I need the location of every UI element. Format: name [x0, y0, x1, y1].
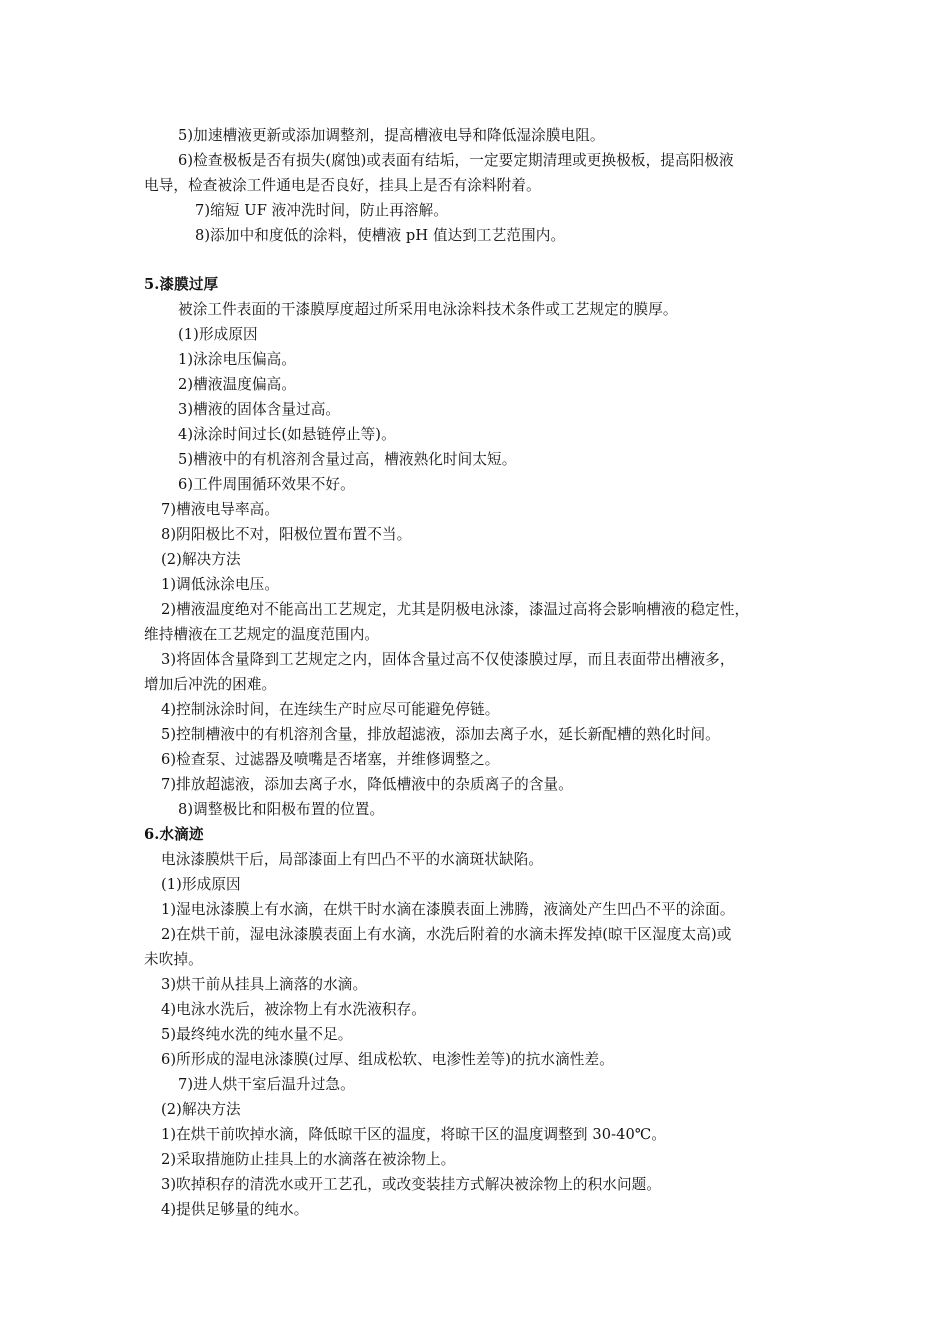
section5-cause-2: 2)槽液温度偏高。	[178, 376, 297, 393]
section5-cause-3: 3)槽液的固体含量过高。	[178, 401, 341, 418]
section6-cause-1: 1)湿电泳漆膜上有水滴，在烘干时水滴在漆膜表面上沸腾，液滴处产生凹凸不平的涂面。	[161, 901, 735, 918]
section6-solution-2: 2)采取措施防止挂具上的水滴落在被涂物上。	[161, 1151, 456, 1168]
section6-solution-3: 3)吹掉积存的清洗水或开工艺孔，或改变装挂方式解决被涂物上的积水问题。	[161, 1176, 662, 1193]
prev-item-6-cont: 电导，检查被涂工件通电是否良好，挂具上是否有涂料附着。	[144, 177, 541, 194]
section5-intro: 被涂工件表面的干漆膜厚度超过所采用电泳涂料技术条件或工艺规定的膜厚。	[178, 301, 678, 318]
prev-item-6: 6)检查极板是否有损失(腐蚀)或表面有结垢，一定要定期清理或更换极板，提高阳极液	[178, 152, 734, 169]
prev-item-8: 8)添加中和度低的涂料，使槽液 pH 值达到工艺范围内。	[195, 227, 566, 244]
section6-cause-3: 3)烘干前从挂具上滴落的水滴。	[161, 976, 368, 993]
section5-cause-1: 1)泳涂电压偏高。	[178, 351, 297, 368]
section5-solutions-heading: (2)解决方法	[161, 551, 241, 568]
section6-solutions-heading: (2)解决方法	[161, 1101, 241, 1118]
section6-solution-1: 1)在烘干前吹掉水滴，降低晾干区的温度，将晾干区的温度调整到 30-40℃。	[161, 1126, 667, 1143]
section6-cause-2-cont: 未吹掉。	[144, 951, 203, 968]
section5-solution-2: 2)槽液温度绝对不能高出工艺规定，尤其是阴极电泳漆，漆温过高将会影响槽液的稳定性，	[161, 601, 750, 618]
prev-item-7: 7)缩短 UF 液冲洗时间，防止再溶解。	[195, 202, 448, 219]
section5-cause-7: 7)槽液电导率高。	[161, 501, 280, 518]
section5-cause-5: 5)槽液中的有机溶剂含量过高，槽液熟化时间太短。	[178, 451, 517, 468]
section6-causes-heading: (1)形成原因	[161, 876, 241, 893]
section5-solution-1: 1)调低泳涂电压。	[161, 576, 280, 593]
section5-cause-6: 6)工件周围循环效果不好。	[178, 476, 355, 493]
section5-solution-4: 4)控制泳涂时间，在连续生产时应尽可能避免停链。	[161, 701, 500, 718]
section6-cause-4: 4)电泳水洗后，被涂物上有水洗液积存。	[161, 1001, 426, 1018]
section6-intro: 电泳漆膜烘干后，局部漆面上有凹凸不平的水滴斑状缺陷。	[161, 851, 544, 868]
section5-title: 5.漆膜过厚	[144, 276, 219, 293]
section6-cause-6: 6)所形成的湿电泳漆膜(过厚、组成松软、电渗性差等)的抗水滴性差。	[161, 1051, 614, 1068]
section5-solution-8: 8)调整极比和阳极布置的位置。	[178, 801, 385, 818]
section5-cause-4: 4)泳涂时间过长(如悬链停止等)。	[178, 426, 396, 443]
section5-solution-5: 5)控制槽液中的有机溶剂含量，排放超滤液，添加去离子水，延长新配槽的熟化时间。	[161, 726, 720, 743]
section5-cause-8: 8)阴阳极比不对，阳极位置布置不当。	[161, 526, 412, 543]
prev-item-5: 5)加速槽液更新或添加调整剂，提高槽液电导和降低湿涂膜电阻。	[178, 127, 605, 144]
section5-solution-6: 6)检查泵、过滤器及喷嘴是否堵塞，并维修调整之。	[161, 751, 500, 768]
section5-causes-heading: (1)形成原因	[178, 326, 258, 343]
section5-solution-2-cont: 维持槽液在工艺规定的温度范围内。	[144, 626, 380, 643]
section6-cause-2: 2)在烘干前，湿电泳漆膜表面上有水滴，水洗后附着的水滴未挥发掉(晾干区湿度太高)或	[161, 926, 732, 943]
section5-solution-3: 3)将固体含量降到工艺规定之内，固体含量过高不仅使漆膜过厚，而且表面带出槽液多，	[161, 651, 735, 668]
section6-cause-7: 7)进人烘干室后温升过急。	[178, 1076, 355, 1093]
section6-title: 6.水滴迹	[144, 826, 204, 843]
section5-solution-7: 7)排放超滤液，添加去离子水，降低槽液中的杂质离子的含量。	[161, 776, 573, 793]
section6-solution-4: 4)提供足够量的纯水。	[161, 1201, 309, 1218]
section6-cause-5: 5)最终纯水洗的纯水量不足。	[161, 1026, 353, 1043]
section5-solution-3-cont: 增加后冲洗的困难。	[144, 676, 277, 693]
